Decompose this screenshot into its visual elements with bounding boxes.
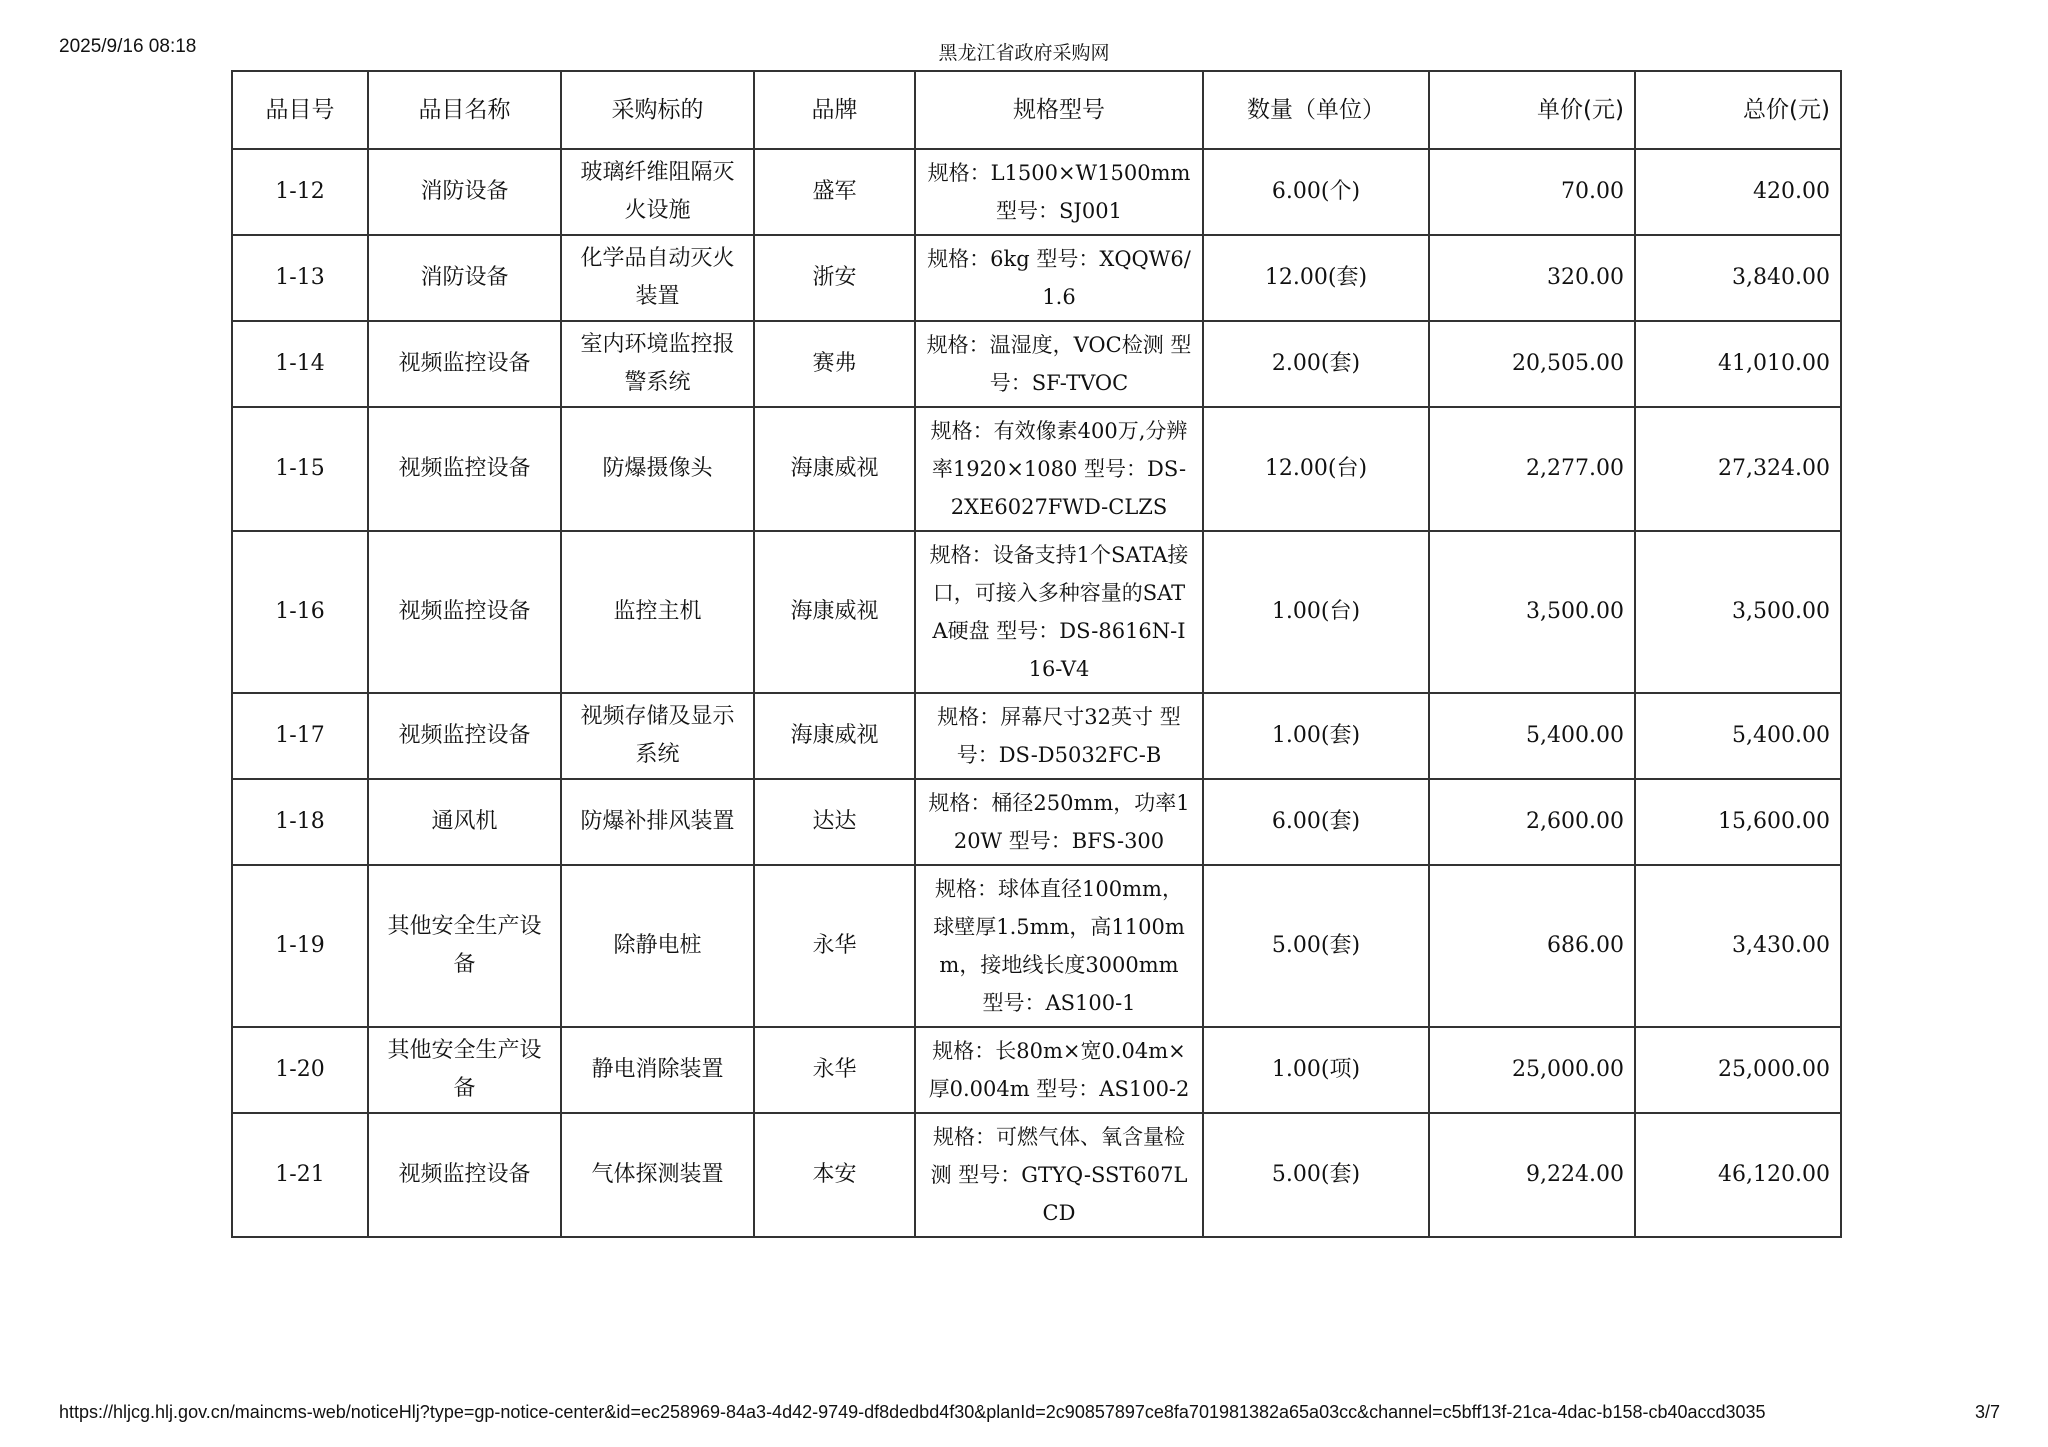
cell-total-price: 15,600.00 [1635,779,1841,865]
cell-quantity: 5.00(套) [1203,865,1429,1027]
cell-brand: 盛军 [754,149,915,235]
cell-brand: 浙安 [754,235,915,321]
table-row [232,693,1841,779]
cell-spec: 规格：设备支持1个SATA接口，可接入多种容量的SATA硬盘 型号：DS-8616N-I16-V4 [915,531,1203,693]
cell-unit-price: 5,400.00 [1429,693,1635,779]
cell-item-no: 1-21 [232,1113,368,1237]
cell-spec: 规格：屏幕尺寸32英寸 型号：DS-D5032FC-B [915,693,1203,779]
cell-subject: 监控主机 [561,531,754,693]
cell-brand: 海康威视 [754,531,915,693]
header-category: 品目名称 [368,71,561,149]
cell-spec: 规格：6kg 型号：XQQW6/1.6 [915,235,1203,321]
cell-unit-price: 2,277.00 [1429,407,1635,531]
header-total-price: 总价(元) [1635,71,1841,149]
cell-category: 视频监控设备 [368,693,561,779]
cell-spec: 规格：桶径250mm，功率120W 型号：BFS-300 [915,779,1203,865]
cell-brand: 永华 [754,1027,915,1113]
cell-brand: 海康威视 [754,693,915,779]
cell-unit-price: 70.00 [1429,149,1635,235]
header-brand: 品牌 [754,71,915,149]
table-row [232,321,1841,407]
cell-item-no: 1-20 [232,1027,368,1113]
cell-quantity: 2.00(套) [1203,321,1429,407]
site-title: 黑龙江省政府采购网 [938,42,1110,64]
cell-quantity: 1.00(套) [1203,693,1429,779]
cell-brand: 海康威视 [754,407,915,531]
header-item-no: 品目号 [232,71,368,149]
cell-total-price: 420.00 [1635,149,1841,235]
table-row [232,865,1841,1027]
table-row [232,1113,1841,1237]
cell-total-price: 3,500.00 [1635,531,1841,693]
table-row [232,149,1841,235]
cell-unit-price: 9,224.00 [1429,1113,1635,1237]
cell-item-no: 1-13 [232,235,368,321]
cell-category: 通风机 [368,779,561,865]
cell-unit-price: 20,505.00 [1429,321,1635,407]
cell-total-price: 25,000.00 [1635,1027,1841,1113]
cell-quantity: 6.00(套) [1203,779,1429,865]
table-row [232,407,1841,531]
cell-subject: 室内环境监控报警系统 [561,321,754,407]
cell-item-no: 1-18 [232,779,368,865]
cell-category: 消防设备 [368,235,561,321]
cell-total-price: 5,400.00 [1635,693,1841,779]
cell-brand: 达达 [754,779,915,865]
cell-spec: 规格：长80m×宽0.04m×厚0.004m 型号：AS100-2 [915,1027,1203,1113]
cell-spec: 规格：有效像素400万,分辨率1920×1080 型号：DS-2XE6027FWD-CLZS [915,407,1203,531]
header-quantity: 数量（单位） [1203,71,1429,149]
cell-item-no: 1-17 [232,693,368,779]
cell-unit-price: 25,000.00 [1429,1027,1635,1113]
cell-subject: 除静电桩 [561,865,754,1027]
cell-spec: 规格：L1500×W1500mm 型号：SJ001 [915,149,1203,235]
cell-item-no: 1-15 [232,407,368,531]
table-row [232,779,1841,865]
cell-subject: 防爆摄像头 [561,407,754,531]
cell-total-price: 41,010.00 [1635,321,1841,407]
page-url: https://hljcg.hlj.gov.cn/maincms-web/noticeHlj?type=gp-notice-center&id=ec258969-84a3-4d42-9749-df8dedbd4f30&planId=2c90857897ce8fa701981382a65a03cc&channel=c5bff13f-21ca-4dac-b158-cb40accd3035 [59,1402,1766,1422]
table-header-row [232,71,1841,149]
cell-category: 消防设备 [368,149,561,235]
print-datetime: 2025/9/16 08:18 [59,36,197,57]
cell-subject: 气体探测装置 [561,1113,754,1237]
cell-spec: 规格：球体直径100mm，球壁厚1.5mm，高1100mm，接地线长度3000mm 型号：AS100-1 [915,865,1203,1027]
cell-quantity: 12.00(套) [1203,235,1429,321]
cell-quantity: 12.00(台) [1203,407,1429,531]
cell-subject: 防爆补排风装置 [561,779,754,865]
cell-quantity: 1.00(台) [1203,531,1429,693]
cell-brand: 本安 [754,1113,915,1237]
cell-spec: 规格：温湿度，VOC检测 型号：SF-TVOC [915,321,1203,407]
cell-spec: 规格：可燃气体、氧含量检测 型号：GTYQ-SST607LCD [915,1113,1203,1237]
cell-category: 其他安全生产设备 [368,1027,561,1113]
cell-category: 视频监控设备 [368,321,561,407]
cell-unit-price: 686.00 [1429,865,1635,1027]
cell-subject: 静电消除装置 [561,1027,754,1113]
cell-subject: 化学品自动灭火装置 [561,235,754,321]
cell-brand: 永华 [754,865,915,1027]
cell-total-price: 3,840.00 [1635,235,1841,321]
cell-total-price: 3,430.00 [1635,865,1841,1027]
header-unit-price: 单价(元) [1429,71,1635,149]
cell-quantity: 6.00(个) [1203,149,1429,235]
cell-category: 视频监控设备 [368,1113,561,1237]
header-spec: 规格型号 [915,71,1203,149]
cell-unit-price: 320.00 [1429,235,1635,321]
cell-category: 视频监控设备 [368,531,561,693]
cell-brand: 赛弗 [754,321,915,407]
table-row [232,1027,1841,1113]
cell-unit-price: 3,500.00 [1429,531,1635,693]
table-row [232,531,1841,693]
cell-subject: 玻璃纤维阻隔灭火设施 [561,149,754,235]
cell-quantity: 5.00(套) [1203,1113,1429,1237]
cell-item-no: 1-14 [232,321,368,407]
cell-total-price: 27,324.00 [1635,407,1841,531]
cell-subject: 视频存储及显示系统 [561,693,754,779]
cell-item-no: 1-19 [232,865,368,1027]
procurement-items-table [231,70,1842,1238]
cell-item-no: 1-16 [232,531,368,693]
cell-category: 视频监控设备 [368,407,561,531]
header-subject: 采购标的 [561,71,754,149]
cell-category: 其他安全生产设备 [368,865,561,1027]
table-row [232,235,1841,321]
page-number: 3/7 [1975,1402,2001,1422]
cell-item-no: 1-12 [232,149,368,235]
cell-total-price: 46,120.00 [1635,1113,1841,1237]
cell-unit-price: 2,600.00 [1429,779,1635,865]
cell-quantity: 1.00(项) [1203,1027,1429,1113]
